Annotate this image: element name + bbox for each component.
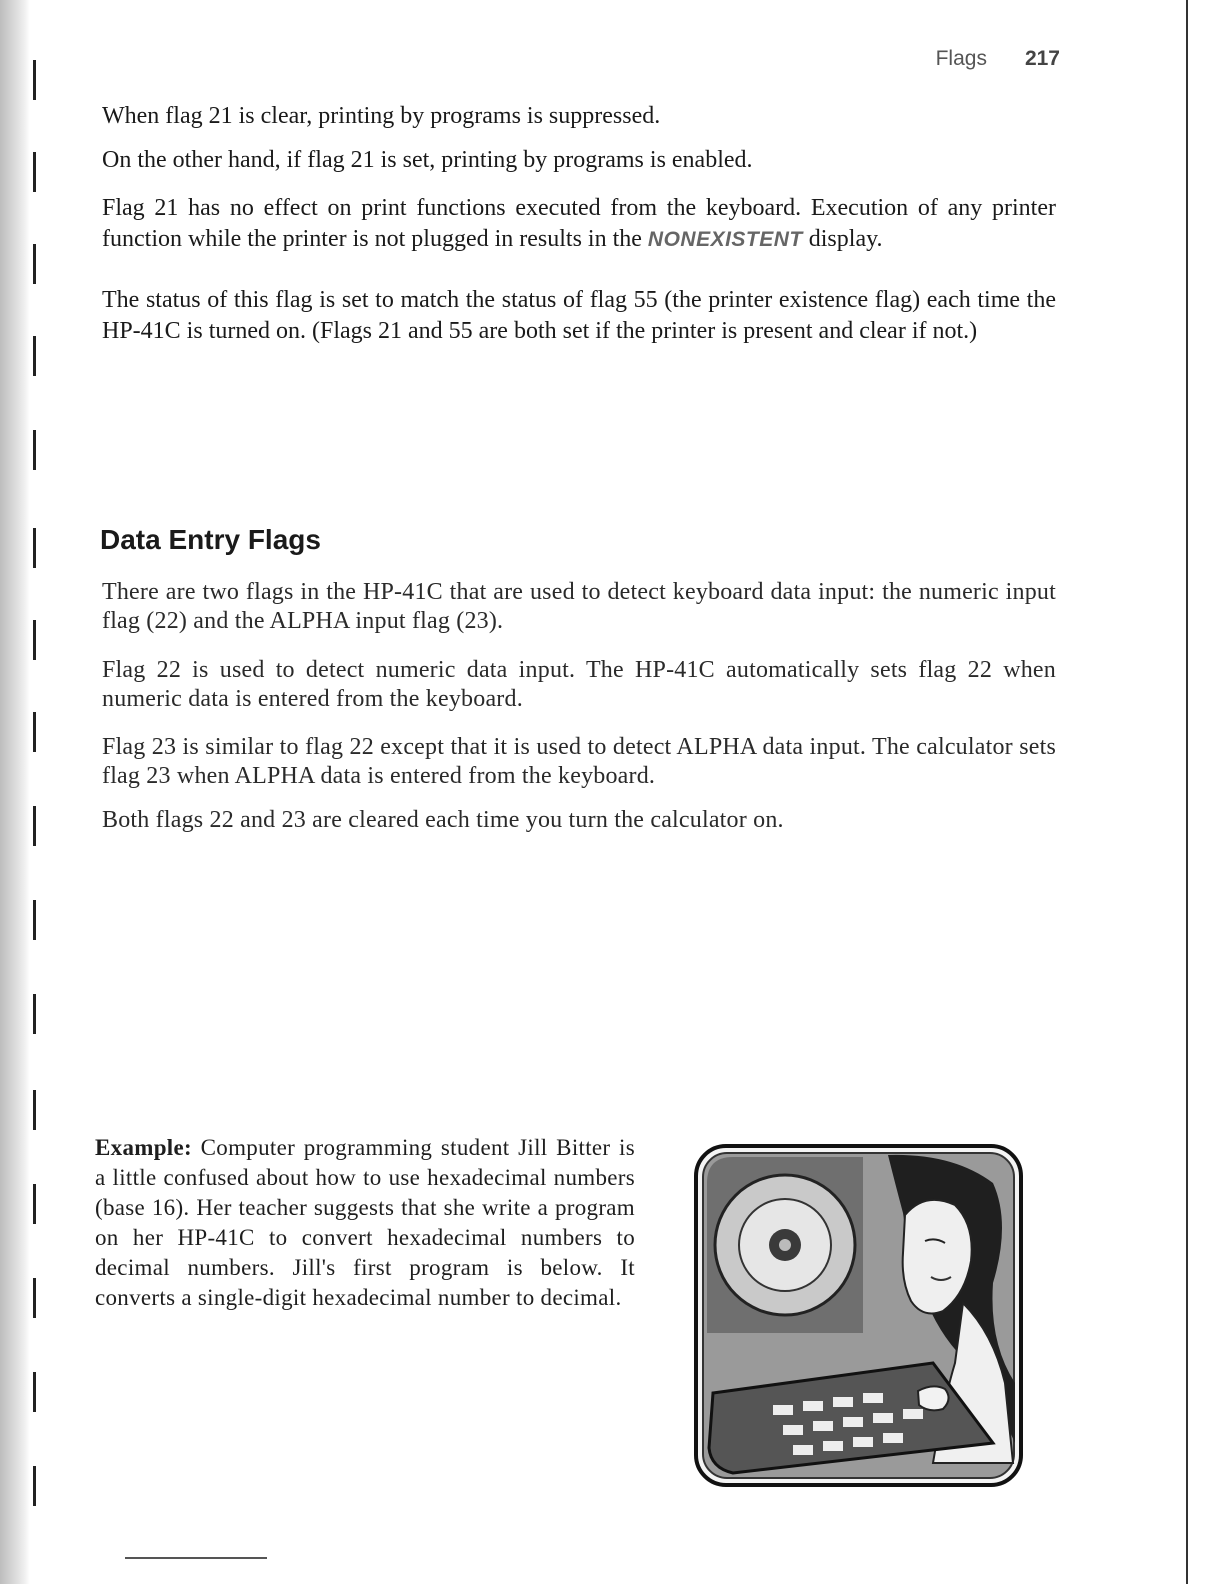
- example-paragraph: [95, 1133, 635, 1313]
- binding-mark: [33, 1372, 36, 1412]
- student-calculator-illustration: [693, 1143, 1024, 1488]
- paragraph-text: display.: [802, 226, 883, 252]
- binding-mark: [33, 1090, 36, 1130]
- running-head: [900, 47, 1060, 71]
- paragraph-both-flags: Both flags 22 and 23 are cleared each time you turn the calculator on.: [102, 807, 784, 833]
- binding-mark: [33, 430, 36, 470]
- binding-mark: [33, 712, 36, 752]
- paragraph-flag21-set: On the other hand, if flag 21 is set, printing by programs is enabled.: [102, 147, 753, 173]
- binding-mark: [33, 994, 36, 1034]
- paragraph-flag21-status: The status of this flag is set to match the status of flag 55 (the printer existence flag) each time the HP-41C is turned on. (Flags 21 and 55 are both set if the printer is present and clear if not.): [102, 287, 1056, 344]
- paragraph-data-entry-intro: There are two flags in the HP-41C that are used to detect keyboard data input: the numeric input flag (22) and the ALPHA input flag (23).: [102, 579, 1056, 634]
- running-head-section: Flags: [935, 47, 987, 70]
- page-edge: [1186, 0, 1188, 1584]
- section-heading: Data Entry Flags: [100, 524, 321, 555]
- binding-mark: [33, 1184, 36, 1224]
- binding-mark: [33, 244, 36, 284]
- binding-mark: [33, 528, 36, 568]
- binding-mark: [33, 336, 36, 376]
- page-number: 217: [1024, 47, 1060, 70]
- paragraph-flag22: Flag 22 is used to detect numeric data input. The HP-41C automatically sets flag 22 when numeric data is entered from the keyboard.: [102, 657, 1056, 712]
- binding-mark: [33, 1466, 36, 1506]
- binding-mark: [33, 152, 36, 192]
- binding-shadow: [0, 0, 30, 1584]
- paragraph-flag23: Flag 23 is similar to flag 22 except that it is used to detect ALPHA data input. The calculator sets flag 23 when ALPHA data is entered from the keyboard.: [102, 734, 1056, 789]
- example-text: Computer programming student Jill Bitter is a little confused about how to use hexadecimal numbers (base 16). Her teacher suggests that she write a program on her HP-41C to convert hexadecimal numbers to decimal numbers. Jill's first program is below. It converts a single-digit hexadecimal number to decimal.: [95, 1135, 635, 1310]
- paragraph-flag21-keyboard: [102, 193, 1056, 255]
- paragraph-text: Flag 21 has no effect on print functions executed from the keyboard. Execution of any printer function while the printer is not plugged in results in the: [102, 195, 1056, 252]
- binding-mark: [33, 900, 36, 940]
- footnote-rule: [125, 1557, 267, 1559]
- binding-mark: [33, 1278, 36, 1318]
- binding-mark: [33, 620, 36, 660]
- example-label: Example:: [95, 1135, 192, 1160]
- binding-mark: [33, 60, 36, 100]
- paragraph-flag21-clear: When flag 21 is clear, printing by programs is suppressed.: [102, 103, 661, 129]
- binding-mark: [33, 806, 36, 846]
- nonexistent-display-text: NONEXISTENT: [647, 228, 803, 251]
